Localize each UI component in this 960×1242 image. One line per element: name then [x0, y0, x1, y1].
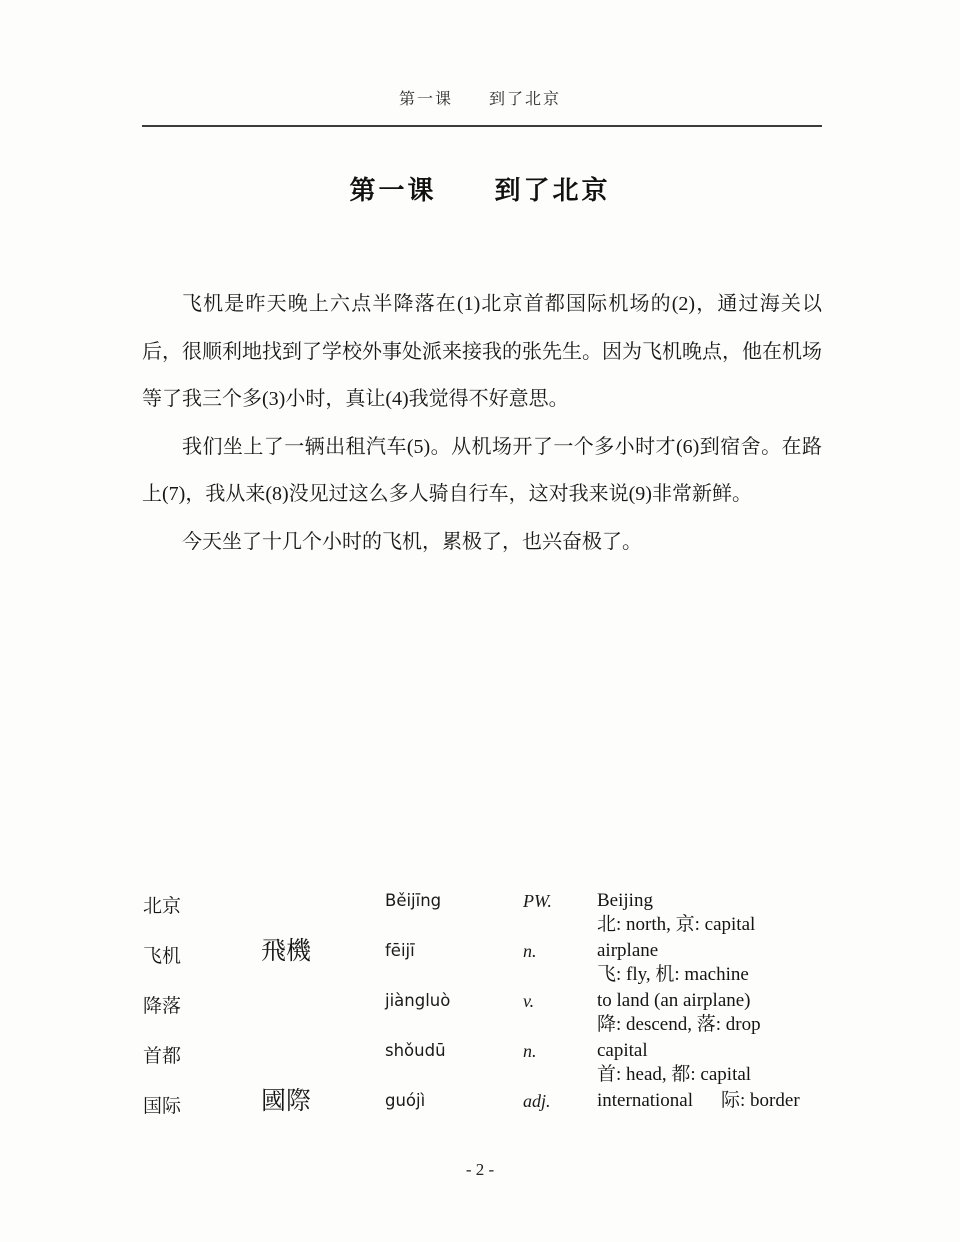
vocab-row-beijing — [143, 889, 833, 939]
vocab-pinyin: jiàngluò — [385, 991, 451, 1010]
vocab-pos: v. — [523, 991, 535, 1011]
vocab-pos: n. — [523, 1041, 537, 1061]
lesson-paragraph-3: 今天坐了十几个小时的飞机，累极了，也兴奋极了。 — [182, 530, 642, 553]
vocab-pinyin: guójì — [385, 1091, 426, 1110]
vocab-simplified: 飞机 — [143, 946, 182, 967]
vocab-english — [597, 889, 833, 937]
vocab-pinyin: shǒudū — [385, 1041, 446, 1060]
vocab-pinyin: Běijīng — [385, 891, 442, 910]
vocab-simplified: 首都 — [143, 1046, 182, 1067]
vocab-definition: airplane — [597, 940, 659, 961]
vocab-english — [597, 1039, 833, 1087]
vocab-definition: capital — [597, 1040, 648, 1061]
vocab-char-gloss: 际: border — [721, 1090, 800, 1111]
vocab-english — [597, 989, 833, 1037]
vocab-definition: Beijing — [597, 890, 653, 911]
vocab-row-shoudu — [143, 1039, 833, 1089]
vocab-char-gloss: 降: descend, 落: drop — [597, 1014, 761, 1035]
vocab-pinyin: fēijī — [385, 941, 415, 960]
vocab-pos: PW. — [523, 891, 552, 911]
vocab-row-feiji — [143, 939, 833, 989]
vocab-definition: to land (an airplane) — [597, 990, 751, 1011]
vocab-english — [597, 939, 833, 987]
lesson-text — [142, 281, 822, 566]
page-footer — [0, 1160, 960, 1180]
vocab-simplified: 北京 — [143, 896, 182, 917]
running-header-text: 第一课 到了北京 — [398, 91, 561, 108]
vocab-simplified: 降落 — [143, 996, 182, 1017]
vocab-traditional: 國際 — [261, 1088, 312, 1115]
header-rule — [142, 125, 822, 127]
vocab-char-gloss: 北: north, 京: capital — [597, 914, 756, 935]
vocabulary-list — [143, 889, 833, 1139]
vocab-char-gloss: 飞: fly, 机: machine — [597, 964, 749, 985]
vocab-row-jiangluo — [143, 989, 833, 1039]
vocab-row-guoji — [143, 1089, 833, 1139]
vocab-pos: n. — [523, 941, 537, 961]
lesson-paragraph-1: 飞机是昨天晚上六点半降落在(1)北京首都国际机场的(2)，通过海关以后，很顺利地找到了学校外事处派来接我的张先生。因为飞机晚点，他在机场等了我三个多(3)小时，真让(4)我觉得不好意思。 — [142, 293, 822, 410]
lesson-title: 第一课 到了北京 — [349, 176, 611, 205]
vocab-english — [597, 1089, 833, 1113]
vocab-simplified: 国际 — [143, 1096, 182, 1117]
vocab-traditional: 飛機 — [261, 938, 312, 965]
vocab-char-gloss: 首: head, 都: capital — [597, 1064, 752, 1085]
vocab-definition: international — [597, 1090, 694, 1111]
lesson-paragraph-2: 我们坐上了一辆出租汽车(5)。从机场开了一个多小时才(6)到宿舍。在路上(7)，我从来(8)没见过这么多人骑自行车，这对我来说(9)非常新鲜。 — [142, 435, 822, 505]
vocab-pos: adj. — [523, 1091, 551, 1111]
running-header — [0, 86, 960, 109]
page-number: - 2 - — [465, 1160, 495, 1179]
